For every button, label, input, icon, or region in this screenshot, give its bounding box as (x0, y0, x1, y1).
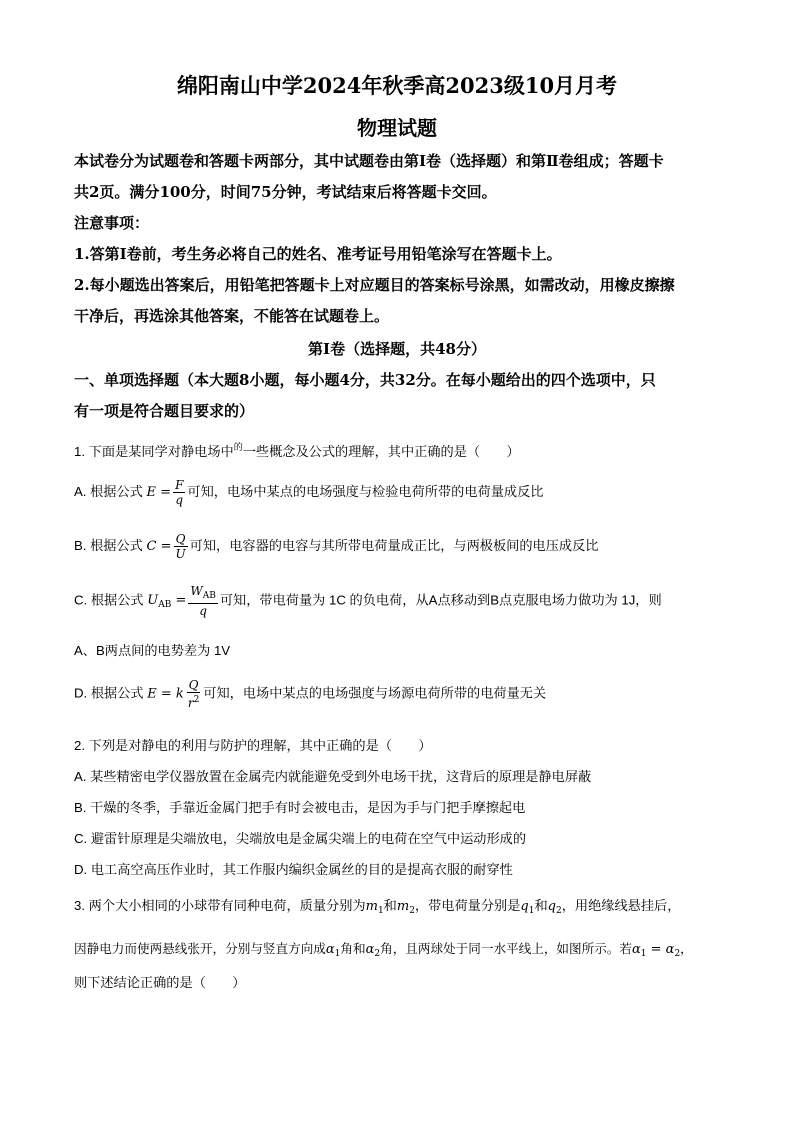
angle-1 (326, 942, 341, 957)
sub: 2 (556, 906, 562, 916)
option-label: B. 根据公式 (74, 537, 143, 553)
question-1-stem-text: 1. 下面是某同学对静电场中 (74, 444, 234, 459)
exam-subtitle: 物理试题 (357, 116, 437, 140)
question-1-option-c (74, 584, 662, 618)
intro-line-1: 本试卷分为试题卷和答题卡两部分，其中试题卷由第Ⅰ卷（选择题）和第Ⅱ卷组成；答题卡 (74, 152, 664, 170)
stem-text: ，带电荷量分别是 (414, 898, 521, 913)
intro-line-2: 共2页。满分100分，时间75分钟，考试结束后将答题卡交回。 (74, 183, 497, 201)
formula-lhs: $U_{AB}$ = (147, 593, 187, 611)
fraction (173, 478, 185, 507)
var: q (520, 899, 529, 914)
var: m (396, 899, 410, 914)
question-1-option-c-cont: A、B两点间的电势差为 1V (74, 643, 231, 658)
question-2-option-a: A. 某些精密电学仪器放置在金属壳内就能避免受到外电场干扰，这背后的原理是静电屏蔽 (74, 769, 592, 784)
notice-title: 注意事项： (74, 214, 150, 232)
question-2-stem: 2. 下列是对静电的利用与防护的理解，其中正确的是（ ） (74, 738, 432, 753)
denominator: U (175, 547, 186, 561)
formula-sub: AB (158, 600, 172, 611)
denominator: q (175, 493, 184, 507)
var: α (365, 942, 375, 957)
sub: 2 (409, 906, 415, 916)
stem-text: 3. 两个大小相同的小球带有同种电荷，质量分别为 (74, 898, 366, 913)
numerator (188, 584, 217, 604)
notice-item-1: 1.答第Ⅰ卷前，考生务必将自己的姓名、准考证号用铅笔涂写在答题卡上。 (74, 245, 562, 263)
question-3-stem-end: 则下述结论正确的是（ ） (74, 975, 246, 990)
sub: 2 (374, 949, 381, 959)
option-text: 可知，电场中某点的电场强度与检验电荷所带的电荷量成反比 (187, 483, 544, 499)
option-label: D. 根据公式 (74, 685, 144, 701)
stem-text: 角，且两球处于同一水平线上，如图所示。若 (380, 942, 632, 956)
stem-text: 和 (383, 898, 397, 913)
denominator: q (199, 604, 207, 618)
question-2-option-c: C. 避雷针原理是尖端放电，尖端放电是金属尖端上的电荷在空气中运动形成的 (74, 831, 527, 846)
stem-text: ， (680, 942, 693, 956)
notice-item-2: 2.每小题选出答案后，用铅笔把答题卡上对应题目的答案标号涂黑，如需改动，用橡皮擦擦 (74, 276, 675, 294)
question-1-note: 的 (233, 442, 243, 452)
sub: 1 (640, 949, 647, 959)
option-label: A. 根据公式 (74, 483, 143, 499)
option-label: C. 根据公式 (74, 592, 144, 608)
question-3-stem-cont (74, 938, 693, 959)
numerator: Q (188, 678, 199, 692)
question-1-stem (74, 440, 520, 460)
formula-lhs: C = (146, 538, 172, 554)
question-1-option-a (74, 478, 543, 507)
denominator (186, 693, 201, 710)
sub: 1 (528, 906, 535, 916)
option-text: 可知，电容器的电容与其所带电荷量成正比，与两极板间的电压成反比 (189, 537, 599, 553)
formula-var: r (187, 696, 194, 710)
formula-var: U (147, 593, 159, 609)
angle-equation (632, 942, 680, 957)
stem-text: ，用绝缘线悬挂后， (561, 898, 681, 913)
var: m (365, 899, 378, 914)
question-2-option-d: D. 电工高空高压作业时，其工作服内编织金属丝的目的是提高衣服的耐穿性 (74, 862, 513, 877)
stem-text: 因静电力而使两悬线张开，分别与竖直方向成 (74, 942, 326, 956)
section-heading: 一、单项选择题（本大题8小题，每小题4分，共32分。在每小题给出的四个选项中，只 (74, 371, 656, 389)
sub: 1 (334, 949, 341, 959)
question-1-stem-text-2: 一些概念及公式的理解，其中正确的是（ ） (242, 444, 520, 459)
stem-text: 角和 (340, 942, 366, 956)
exam-title: 绵阳南山中学2024年秋季高2023级10月月考 (176, 73, 618, 98)
var: α (665, 942, 675, 957)
angle-2 (366, 942, 381, 957)
question-1-option-b (74, 532, 598, 561)
formula-lhs: E = k (147, 686, 184, 702)
formula-sub: AB (202, 591, 216, 601)
notice-item-2-cont: 干净后，再选涂其他答案，不能答在试题卷上。 (74, 307, 390, 325)
option-text: 可知，电场中某点的电场强度与场源电荷所带的电荷量无关 (203, 685, 547, 701)
section-heading-cont: 有一项是符合题目要求的） (74, 402, 255, 420)
var: q (547, 899, 556, 914)
question-2-option-b: B. 干燥的冬季，手靠近金属门把手有时会被电击，是因为手与门把手摩擦起电 (74, 800, 526, 815)
stem-text: 和 (534, 898, 548, 913)
equals: = (646, 942, 666, 957)
fraction (188, 584, 217, 618)
numerator: F (175, 478, 184, 492)
sub: 2 (674, 949, 681, 959)
part-title: 第Ⅰ卷（选择题，共48分） (308, 340, 486, 358)
formula-var: W (190, 584, 203, 598)
question-1-option-d (74, 678, 546, 710)
var: α (631, 942, 641, 957)
charge-2 (548, 899, 562, 914)
formula-sup: 2 (193, 695, 200, 705)
mass-2 (397, 899, 415, 914)
mass-1 (366, 899, 384, 914)
fraction (186, 678, 201, 710)
sub: 1 (377, 906, 384, 916)
var: α (325, 942, 335, 957)
fraction (174, 532, 188, 561)
question-3-stem (74, 895, 680, 916)
option-text: 可知，带电荷量为 1C 的负电荷，从A点移动到B点克服电场力做功为 1J，则 (219, 592, 662, 608)
numerator: Q (175, 532, 186, 546)
formula-lhs: E = (146, 484, 172, 500)
charge-1 (520, 899, 534, 914)
